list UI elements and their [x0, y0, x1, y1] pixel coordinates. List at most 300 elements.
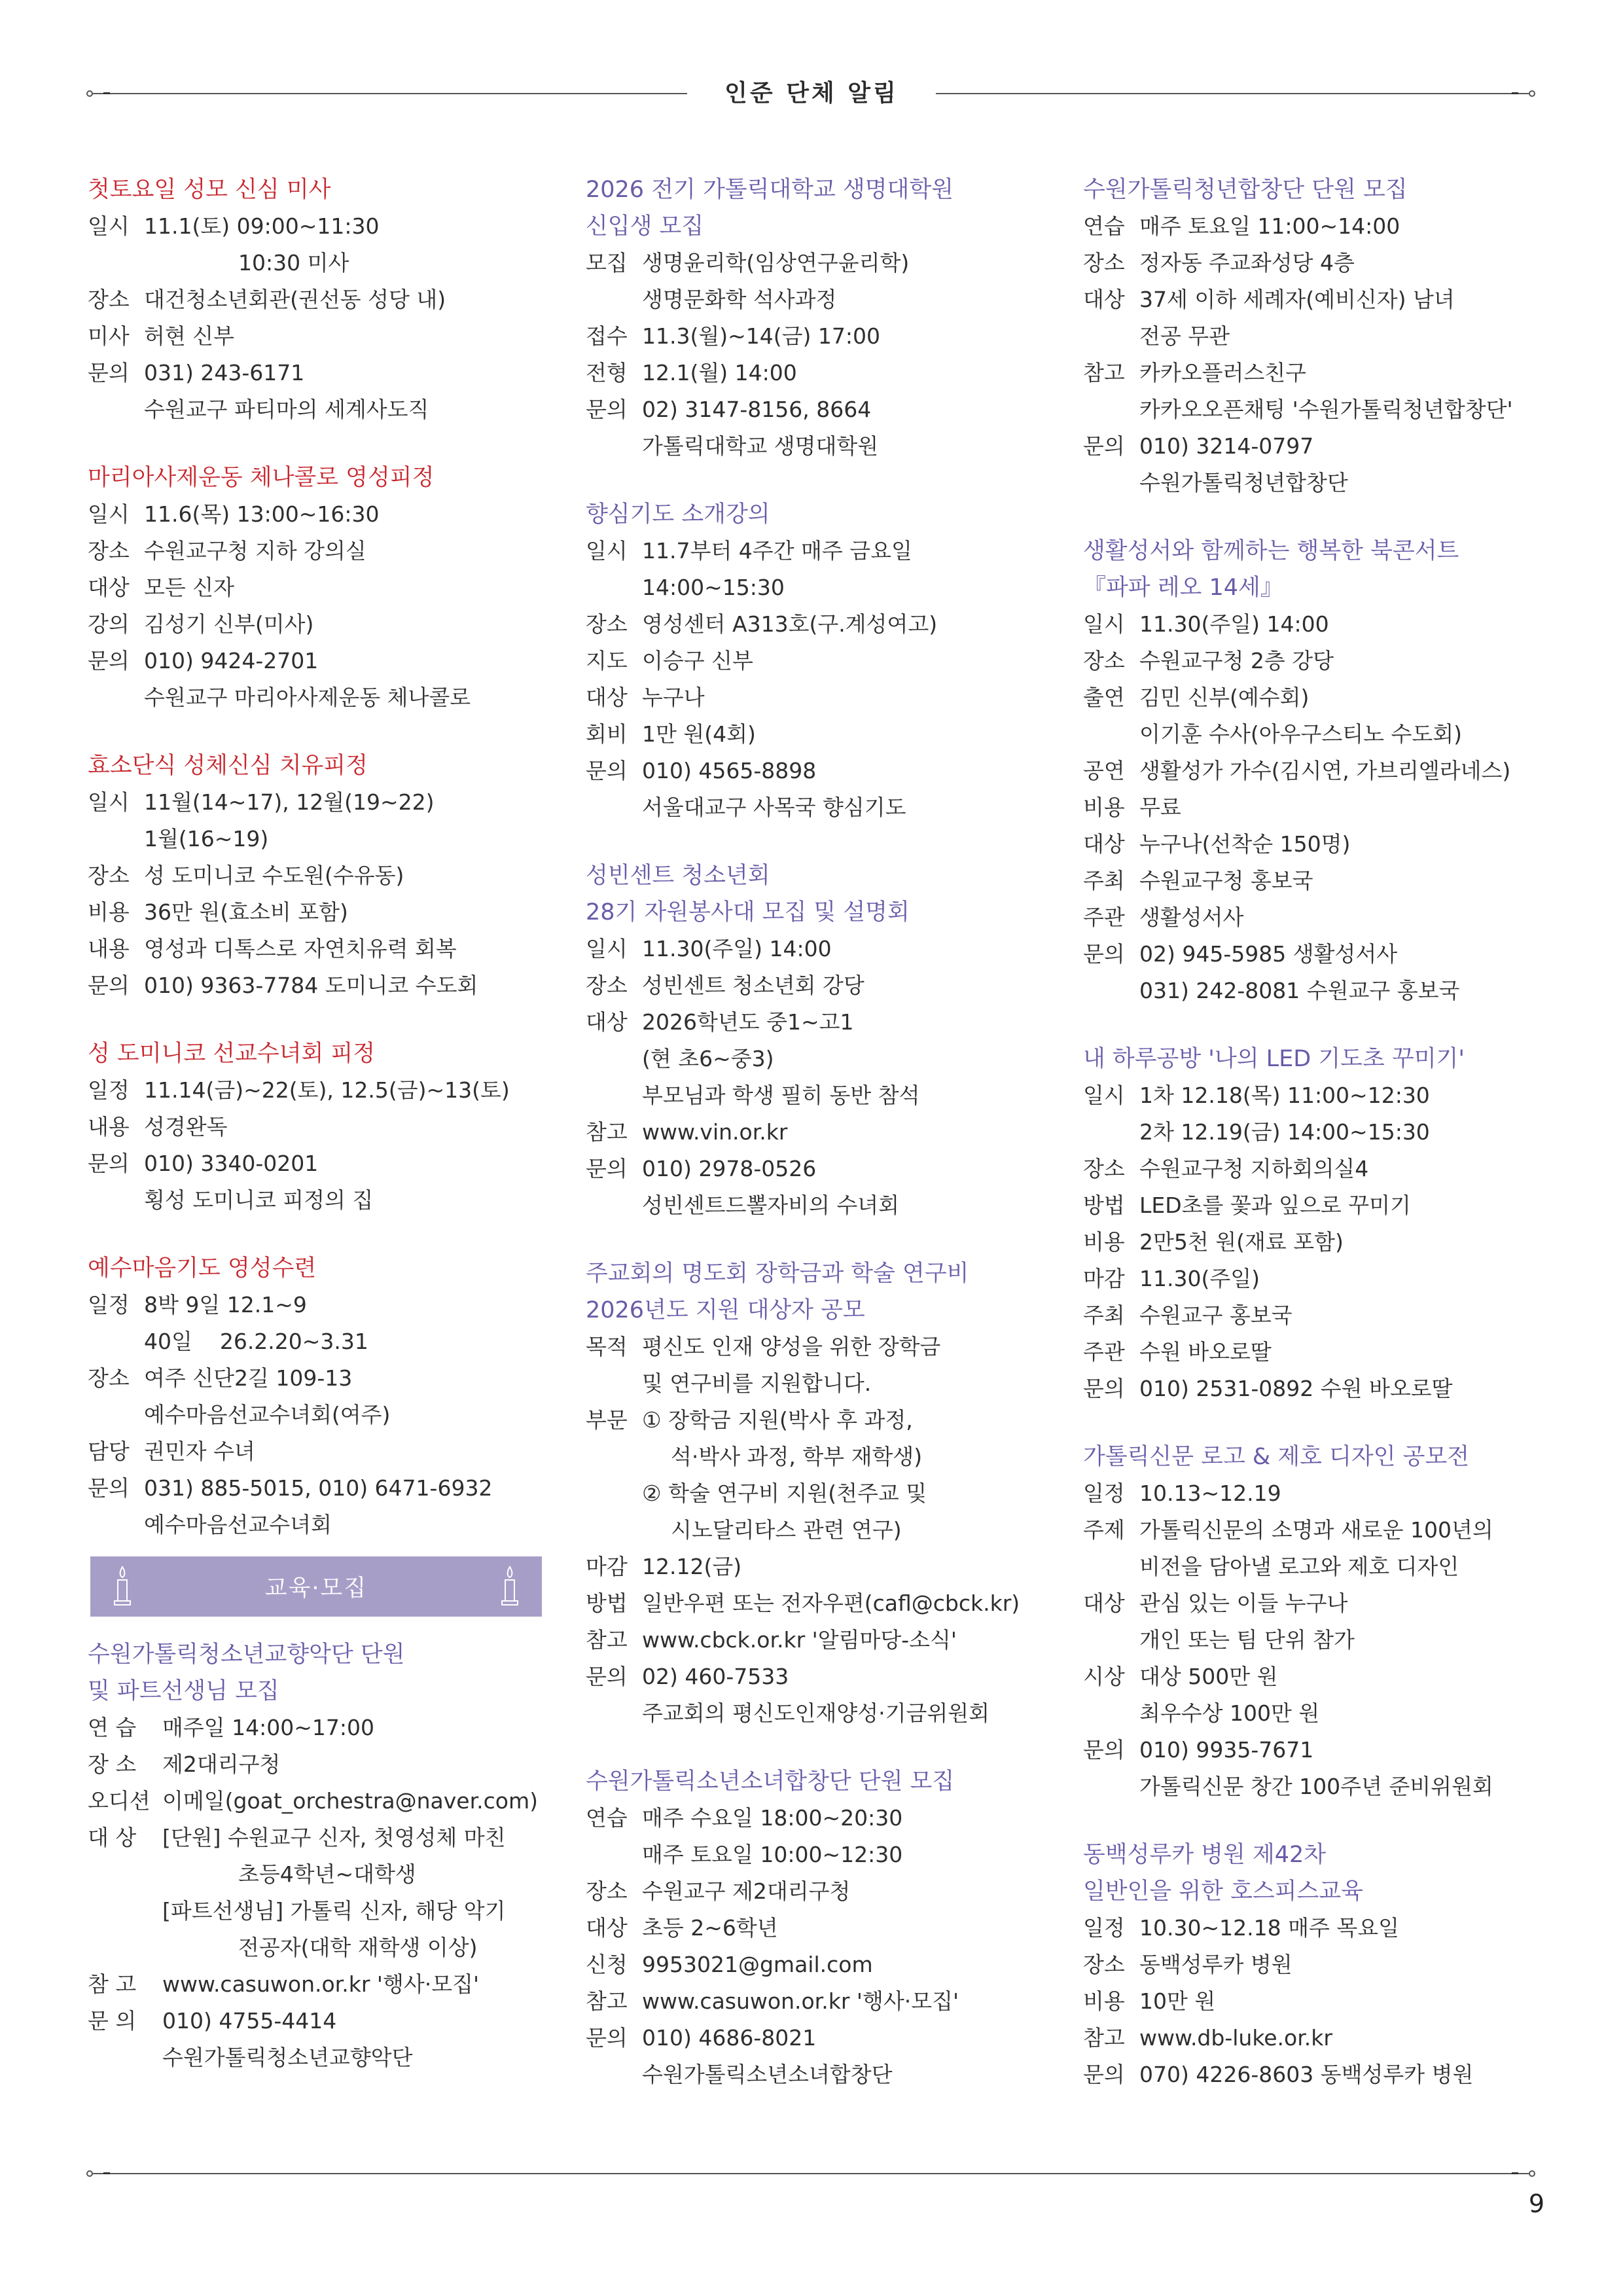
info-row — [1083, 1224, 1554, 1261]
info-row — [586, 931, 1057, 967]
info-row — [88, 857, 559, 894]
rule-tick — [1512, 92, 1518, 94]
info-row — [88, 1287, 559, 1323]
column-3 — [1083, 171, 1554, 2125]
notice-title: 주교회의 명도회 장학금과 학술 연구비 — [586, 1261, 969, 1287]
info-row — [1083, 643, 1554, 679]
info-row — [586, 533, 1057, 569]
field-label: 문의 — [88, 1151, 130, 1176]
info-row — [586, 245, 1057, 281]
column-2 — [586, 171, 1057, 2125]
field-value-cont: 가톨릭대학교 생명대학원 — [642, 433, 879, 459]
field-value: 누구나 — [642, 685, 705, 710]
field-label: 장소 — [1083, 648, 1125, 673]
field-value: 매주 수요일 18:00~20:30 — [642, 1805, 903, 1831]
field-value: 12.1(월) 14:00 — [642, 360, 797, 386]
notice-title-cont: 2026년도 지원 대상자 공모 — [586, 1297, 865, 1323]
info-row — [586, 1114, 1057, 1151]
rule-dot-right — [1529, 90, 1535, 97]
info-row — [586, 1585, 1057, 1622]
field-value: 010) 4565-8898 — [642, 758, 817, 783]
info-row — [88, 967, 559, 1004]
field-label: 일시 — [1083, 1083, 1125, 1108]
field-value-cont: 40일 26.2.20~3.31 — [144, 1329, 368, 1354]
field-value: www.casuwon.or.kr '행사·모집' — [642, 1988, 959, 2014]
field-value-cont: 031) 242-8081 수원교구 홍보국 — [1139, 978, 1460, 1003]
info-row — [88, 894, 559, 931]
field-value: 성경완독 — [144, 1114, 228, 1139]
field-value: 생명윤리학(임상연구윤리학) — [642, 250, 910, 276]
field-value: 010) 9935-7671 — [1139, 1737, 1314, 1763]
info-row — [88, 1433, 559, 1470]
rule-line-full — [93, 2173, 1529, 2174]
field-value: 수원교구청 지하 강의실 — [144, 538, 366, 564]
candle-icon — [500, 1566, 520, 1607]
field-value: 11.6(목) 13:00~16:30 — [144, 501, 380, 527]
field-value: 무료 — [1139, 795, 1181, 820]
info-row — [586, 1151, 1057, 1187]
notice-title: 수원가톨릭소년소녀합창단 단원 모집 — [586, 1768, 955, 1795]
info-row — [1083, 1946, 1554, 1983]
notice-title: 성빈센트 청소년회 — [586, 863, 770, 889]
field-label: 장소 — [88, 287, 130, 312]
info-row — [586, 1873, 1057, 1910]
field-value-cont: 수원가톨릭소년소녀합창단 — [642, 2062, 893, 2087]
field-value: [단원] 수원교구 신자, 첫영성체 마친 — [162, 1825, 506, 1850]
field-label: 일정 — [1083, 1915, 1125, 1941]
field-value: 초등 2~6학년 — [642, 1915, 778, 1941]
info-row — [1083, 789, 1554, 826]
info-row — [88, 1145, 559, 1182]
info-row — [586, 606, 1057, 643]
field-value: 37세 이하 세례자(예비신자) 남녀 — [1139, 287, 1455, 312]
field-label: 문의 — [88, 973, 130, 998]
field-value-cont: ② 학술 연구비 지원(천주교 및 — [642, 1480, 927, 1506]
field-label: 장소 — [586, 611, 628, 637]
info-row — [1083, 1151, 1554, 1187]
field-value-cont: [파트선생님] 가톨릭 신자, 해당 악기 — [162, 1898, 506, 1924]
field-label: 주최 — [1083, 1302, 1125, 1328]
field-value: 010) 2978-0526 — [642, 1156, 817, 1181]
notice-title: 첫토요일 성모 신심 미사 — [88, 177, 331, 203]
field-value-cont: 예수마음선교수녀회(여주) — [144, 1402, 391, 1427]
notice-title-cont: 『파파 레오 14세』 — [1083, 575, 1283, 601]
field-value: 36만 원(효소비 포함) — [144, 899, 348, 925]
field-value: 11.7부터 4주간 매주 금요일 — [642, 538, 912, 564]
field-label: 일정 — [1083, 1480, 1125, 1506]
field-value: 1차 12.18(목) 11:00~12:30 — [1139, 1083, 1430, 1108]
notice-children-choir — [586, 1763, 1057, 2093]
notice-youth-orchestra — [88, 1636, 559, 2076]
field-value-cont: 최우수상 100만 원 — [1139, 1700, 1320, 1726]
field-label: 문의 — [586, 2025, 628, 2051]
info-row — [88, 208, 559, 245]
field-value-cont: 초등4학년~대학생 — [238, 1861, 416, 1887]
info-row — [1083, 1261, 1554, 1297]
field-label: 문의 — [1083, 1737, 1125, 1763]
field-value-cont: 주교회의 평신도인재양성·기금위원회 — [642, 1700, 990, 1726]
field-label: 참고 — [1083, 2025, 1125, 2051]
info-row — [586, 1329, 1057, 1365]
field-label: 일시 — [586, 936, 628, 961]
field-label: 장소 — [88, 1365, 130, 1391]
notice-title: 내 하루공방 '나의 LED 기도초 꾸미기' — [1083, 1046, 1465, 1072]
field-label: 대상 — [88, 575, 130, 600]
field-label: 미사 — [88, 323, 130, 349]
field-value: 김성기 신부(미사) — [144, 611, 314, 637]
field-label: 일시 — [88, 213, 130, 239]
education-recruit-banner — [90, 1556, 542, 1617]
field-value: 영성센터 A313호(구.계성여고) — [642, 611, 938, 637]
field-label: 마감 — [586, 1554, 628, 1579]
field-value: 031) 885-5015, 010) 6471-6932 — [144, 1475, 493, 1501]
field-value: 수원 바오로딸 — [1139, 1339, 1272, 1365]
rule-tick — [1512, 2172, 1518, 2174]
field-value: 수원교구청 홍보국 — [1139, 868, 1313, 893]
field-value: 카카오플러스친구 — [1139, 360, 1307, 386]
field-value: 010) 3214-0797 — [1139, 433, 1314, 459]
field-label: 문의 — [88, 360, 130, 386]
info-row — [88, 1470, 559, 1507]
notice-scholarship — [586, 1255, 1057, 1732]
page-number: 9 — [1528, 2189, 1544, 2218]
field-value-cont: 개인 또는 팀 단위 참가 — [1139, 1627, 1355, 1653]
info-row — [1083, 428, 1554, 465]
field-value: 성 도미니코 수도원(수유동) — [144, 863, 404, 888]
info-row — [88, 569, 559, 606]
info-row — [1083, 1983, 1554, 2020]
info-row — [88, 281, 559, 318]
info-row — [586, 679, 1057, 716]
field-label: 담당 — [88, 1439, 130, 1464]
field-value: 1만 원(4회) — [642, 721, 756, 747]
rule-dot-left — [86, 2170, 93, 2177]
info-row — [88, 496, 559, 533]
field-value: 010) 9363-7784 도미니코 수도회 — [144, 973, 478, 998]
info-row — [1083, 1659, 1554, 1695]
field-label: 장소 — [586, 1878, 628, 1904]
field-value-cont: 및 연구비를 지원합니다. — [642, 1371, 872, 1396]
notice-first-saturday-mass — [88, 171, 559, 428]
field-label: 마감 — [1083, 1266, 1125, 1291]
field-label: 장소 — [1083, 1952, 1125, 1977]
field-value: 02) 945-5985 생활성서사 — [1139, 941, 1398, 967]
info-row — [88, 643, 559, 679]
info-row — [586, 355, 1057, 391]
field-label: 일시 — [88, 501, 130, 527]
field-label: 대 상 — [88, 1825, 137, 1850]
field-label: 비용 — [1083, 1229, 1125, 1255]
field-value: www.cbck.or.kr '알림마당-소식' — [642, 1627, 957, 1653]
field-value: 관심 있는 이들 누구나 — [1139, 1590, 1348, 1616]
field-value: 권민자 수녀 — [144, 1439, 255, 1464]
field-value: 김민 신부(예수회) — [1139, 685, 1310, 710]
field-value: 생활성가 가수(김시연, 가브리엘라네스) — [1139, 758, 1511, 783]
field-label: 연 습 — [88, 1715, 137, 1740]
notice-youth-choir — [1083, 171, 1554, 501]
field-value: 정자동 주교좌성당 4층 — [1139, 250, 1355, 276]
field-value: 제2대리구청 — [162, 1751, 281, 1777]
notice-vincent-volunteers — [586, 857, 1057, 1224]
field-value: 031) 243-6171 — [144, 360, 305, 386]
field-value-cont: 이기훈 수사(아우구스티노 수도회) — [1139, 721, 1463, 747]
info-row — [88, 1710, 559, 1746]
notice-cenacle-retreat — [88, 459, 559, 716]
field-label: 일시 — [1083, 611, 1125, 637]
field-label: 문 의 — [88, 2008, 137, 2034]
field-value-cont: 전공자(대학 재학생 이상) — [238, 1935, 478, 1960]
field-label: 대상 — [1083, 831, 1125, 857]
field-value: 영성과 디톡스로 자연치유력 회복 — [144, 936, 457, 961]
field-value-cont: 비전을 담아낼 로고와 제호 디자인 — [1139, 1554, 1459, 1579]
info-row — [1083, 826, 1554, 863]
notice-title: 성 도미니코 선교수녀회 피정 — [88, 1041, 376, 1067]
rule-tick — [103, 92, 110, 94]
field-value: 매주일 14:00~17:00 — [162, 1715, 374, 1740]
field-label: 문의 — [88, 648, 130, 673]
field-value: 8박 9일 12.1~9 — [144, 1292, 307, 1318]
field-value: www.vin.or.kr — [642, 1119, 788, 1145]
field-label: 공연 — [1083, 758, 1125, 783]
info-row — [88, 1820, 559, 1856]
field-value: ① 장학금 지원(박사 후 과정, — [642, 1407, 913, 1433]
info-row — [1083, 245, 1554, 281]
field-label: 문의 — [586, 1664, 628, 1689]
info-row — [1083, 208, 1554, 245]
field-value: 010) 2531-0892 수원 바오로딸 — [1139, 1376, 1453, 1401]
field-label: 문의 — [1083, 941, 1125, 967]
field-label: 문의 — [586, 1156, 628, 1181]
field-value: 010) 4686-8021 — [642, 2025, 817, 2051]
field-value: 10.13~12.19 — [1139, 1480, 1281, 1506]
field-label: 대상 — [586, 1915, 628, 1941]
info-row — [88, 318, 559, 355]
field-value-cont: (현 초6~중3) — [642, 1046, 774, 1071]
info-row — [88, 1072, 559, 1109]
field-label: 일시 — [586, 538, 628, 564]
info-row — [88, 1783, 559, 1820]
field-value-cont: 석·박사 과정, 학부 재학생) — [671, 1444, 923, 1469]
field-label: 출연 — [1083, 685, 1125, 710]
info-row — [88, 784, 559, 821]
field-value: 성빈센트 청소년회 강당 — [642, 973, 865, 998]
notice-title: 수원가톨릭청소년교향악단 단원 — [88, 1641, 405, 1668]
field-value-cont: 부모님과 학생 필히 동반 참석 — [642, 1083, 920, 1108]
field-value: 이메일(goat_orchestra@naver.com) — [162, 1788, 538, 1814]
field-value-cont: 수원교구 마리아사제운동 체나콜로 — [144, 685, 471, 710]
info-row — [586, 1946, 1057, 1983]
info-row — [88, 1109, 559, 1145]
field-value: 11월(14~17), 12월(19~22) — [144, 789, 435, 815]
rule-tick — [103, 2172, 110, 2174]
info-row — [1083, 1475, 1554, 1512]
info-row — [88, 533, 559, 569]
info-row — [1083, 863, 1554, 899]
field-label: 문의 — [586, 758, 628, 783]
field-label: 부문 — [586, 1407, 628, 1433]
info-row — [586, 1983, 1057, 2020]
field-value-cont: 예수마음선교수녀회 — [144, 1512, 332, 1537]
field-value: 11.30(주일) 14:00 — [1139, 611, 1329, 637]
notice-book-concert — [1083, 533, 1554, 1009]
field-value: 10만 원 — [1139, 1988, 1216, 2014]
notice-title: 마리아사제운동 체나콜로 영성피정 — [88, 465, 435, 491]
field-label: 대상 — [1083, 287, 1125, 312]
info-row — [586, 643, 1057, 679]
field-value-cont: 10:30 미사 — [238, 250, 349, 276]
rule-dot-left — [86, 90, 93, 97]
field-label: 주최 — [1083, 868, 1125, 893]
field-label: 시상 — [1083, 1664, 1125, 1689]
info-row — [88, 1966, 559, 2003]
notice-jesus-prayer — [88, 1250, 559, 1543]
field-value-cont: 생명문화학 석사과정 — [642, 287, 837, 312]
info-row — [1083, 899, 1554, 936]
field-value: 누구나(선착순 150명) — [1139, 831, 1351, 857]
field-value: 11.30(주일) 14:00 — [642, 936, 832, 961]
info-row — [1083, 679, 1554, 716]
field-label: 지도 — [586, 648, 628, 673]
field-value: 11.1(토) 09:00~11:30 — [144, 213, 380, 239]
info-row — [88, 606, 559, 643]
info-row — [88, 355, 559, 391]
field-value-cont: 횡성 도미니코 피정의 집 — [144, 1187, 374, 1213]
field-label: 장소 — [586, 973, 628, 998]
notice-title-cont: 및 파트선생님 모집 — [88, 1678, 279, 1704]
field-label: 문의 — [1083, 433, 1125, 459]
info-row — [88, 1746, 559, 1783]
field-label: 목적 — [586, 1334, 628, 1359]
field-label: 일정 — [88, 1292, 130, 1318]
info-row — [586, 1659, 1057, 1695]
info-row — [586, 967, 1057, 1004]
field-value: 2만5천 원(재료 포함) — [1139, 1229, 1344, 1255]
notice-title: 수원가톨릭청년합창단 단원 모집 — [1083, 177, 1408, 203]
field-label: 대상 — [586, 1009, 628, 1035]
field-label: 주관 — [1083, 1339, 1125, 1365]
field-label: 장소 — [1083, 250, 1125, 276]
field-label: 일정 — [88, 1077, 130, 1103]
field-label: 참고 — [586, 1627, 628, 1653]
field-value: 가톨릭신문의 소명과 새로운 100년의 — [1139, 1517, 1493, 1543]
field-value-cont: 매주 토요일 10:00~12:30 — [642, 1842, 903, 1867]
notice-dominican-retreat — [88, 1035, 559, 1219]
notice-bioethics-graduate — [586, 171, 1057, 465]
info-row — [586, 391, 1057, 428]
field-label: 장 소 — [88, 1751, 137, 1777]
candle-icon — [113, 1566, 132, 1607]
field-value: www.db-luke.or.kr — [1139, 2025, 1332, 2051]
field-value-cont: 카카오오픈채팅 '수원가톨릭청년합창단' — [1139, 397, 1513, 422]
field-value-cont: 수원교구 파티마의 세계사도직 — [144, 397, 429, 422]
field-label: 오디션 — [88, 1788, 151, 1814]
field-value-cont: 2차 12.19(금) 14:00~15:30 — [1139, 1119, 1430, 1145]
field-label: 문의 — [1083, 2062, 1125, 2087]
field-label: 참고 — [586, 1988, 628, 2014]
notice-title: 가톨릭신문 로고 & 제호 디자인 공모전 — [1083, 1444, 1470, 1470]
field-value: 010) 3340-0201 — [144, 1151, 319, 1176]
field-value: 수원교구 제2대리구청 — [642, 1878, 851, 1904]
field-label: 주제 — [1083, 1517, 1125, 1543]
field-value-cont: 시노달리타스 관련 연구) — [671, 1517, 902, 1543]
info-row — [88, 1360, 559, 1397]
notice-fasting-retreat — [88, 747, 559, 1004]
field-label: 문의 — [586, 397, 628, 422]
field-value: 모든 신자 — [144, 575, 235, 600]
field-value: 010) 4755-4414 — [162, 2008, 337, 2034]
info-row — [1083, 753, 1554, 789]
field-value: 동백성루카 병원 — [1139, 1952, 1293, 1977]
field-value: 대상 500만 원 — [1139, 1664, 1278, 1689]
field-value-cont: 수원가톨릭청소년교향악단 — [162, 2045, 413, 2070]
field-label: 참고 — [586, 1119, 628, 1145]
field-label: 문의 — [88, 1475, 130, 1501]
info-row — [1083, 1297, 1554, 1334]
field-value-cont: 1월(16~19) — [144, 826, 269, 852]
rule-line-left — [93, 93, 687, 94]
info-row — [1083, 355, 1554, 391]
info-row — [586, 318, 1057, 355]
notice-title: 2026 전기 가톨릭대학교 생명대학원 — [586, 177, 954, 203]
field-value: 생활성서사 — [1139, 905, 1244, 930]
info-row — [586, 2020, 1057, 2056]
field-value: LED초를 꽃과 잎으로 꾸미기 — [1139, 1193, 1411, 1218]
field-value: 11.14(금)~22(토), 12.5(금)~13(토) — [144, 1077, 510, 1103]
field-label: 신청 — [586, 1952, 628, 1977]
field-label: 회비 — [586, 721, 628, 747]
field-label: 내용 — [88, 936, 130, 961]
column-1 — [88, 171, 559, 2108]
notice-title-cont: 일반인을 위한 호스피스교육 — [1083, 1878, 1363, 1905]
field-label: 강의 — [88, 611, 130, 637]
info-row — [1083, 1732, 1554, 1768]
info-row — [586, 1800, 1057, 1837]
field-label: 방법 — [586, 1590, 628, 1616]
field-value: 이승구 신부 — [642, 648, 753, 673]
field-value: 수원교구청 2층 강당 — [1139, 648, 1334, 673]
field-label: 비용 — [88, 899, 130, 925]
notice-title: 효소단식 성체신심 치유피정 — [88, 753, 368, 779]
info-row — [1083, 1334, 1554, 1371]
info-row — [586, 1622, 1057, 1659]
notice-title: 생활성서와 함께하는 행복한 북콘서트 — [1083, 538, 1459, 564]
info-row — [586, 1910, 1057, 1946]
field-label: 접수 — [586, 323, 628, 349]
field-value-cont: 성빈센트드뽈자비의 수녀회 — [642, 1193, 900, 1218]
field-value: 여주 신단2길 109-13 — [144, 1365, 353, 1391]
notice-title: 예수마음기도 영성수련 — [88, 1255, 317, 1282]
field-label: 문의 — [1083, 1376, 1125, 1401]
notice-title: 동백성루카 병원 제42차 — [1083, 1842, 1327, 1868]
field-value: 10.30~12.18 매주 목요일 — [1139, 1915, 1399, 1941]
info-row — [1083, 1512, 1554, 1549]
notice-centering-prayer — [586, 496, 1057, 826]
rule-dot-right — [1529, 2170, 1535, 2177]
field-label: 참고 — [1083, 360, 1125, 386]
info-row — [586, 753, 1057, 789]
field-label: 장소 — [1083, 1156, 1125, 1181]
info-row — [1083, 606, 1554, 643]
info-row — [586, 1004, 1057, 1041]
field-value: 2026학년도 중1~고1 — [642, 1009, 854, 1035]
banner-label: 교육·모집 — [264, 1575, 368, 1602]
field-label: 비용 — [1083, 795, 1125, 820]
field-value: www.casuwon.or.kr '행사·모집' — [162, 1971, 480, 1997]
field-value: 02) 460-7533 — [642, 1664, 789, 1689]
field-label: 전형 — [586, 360, 628, 386]
field-label: 참 고 — [88, 1971, 137, 1997]
field-label: 비용 — [1083, 1988, 1125, 2014]
